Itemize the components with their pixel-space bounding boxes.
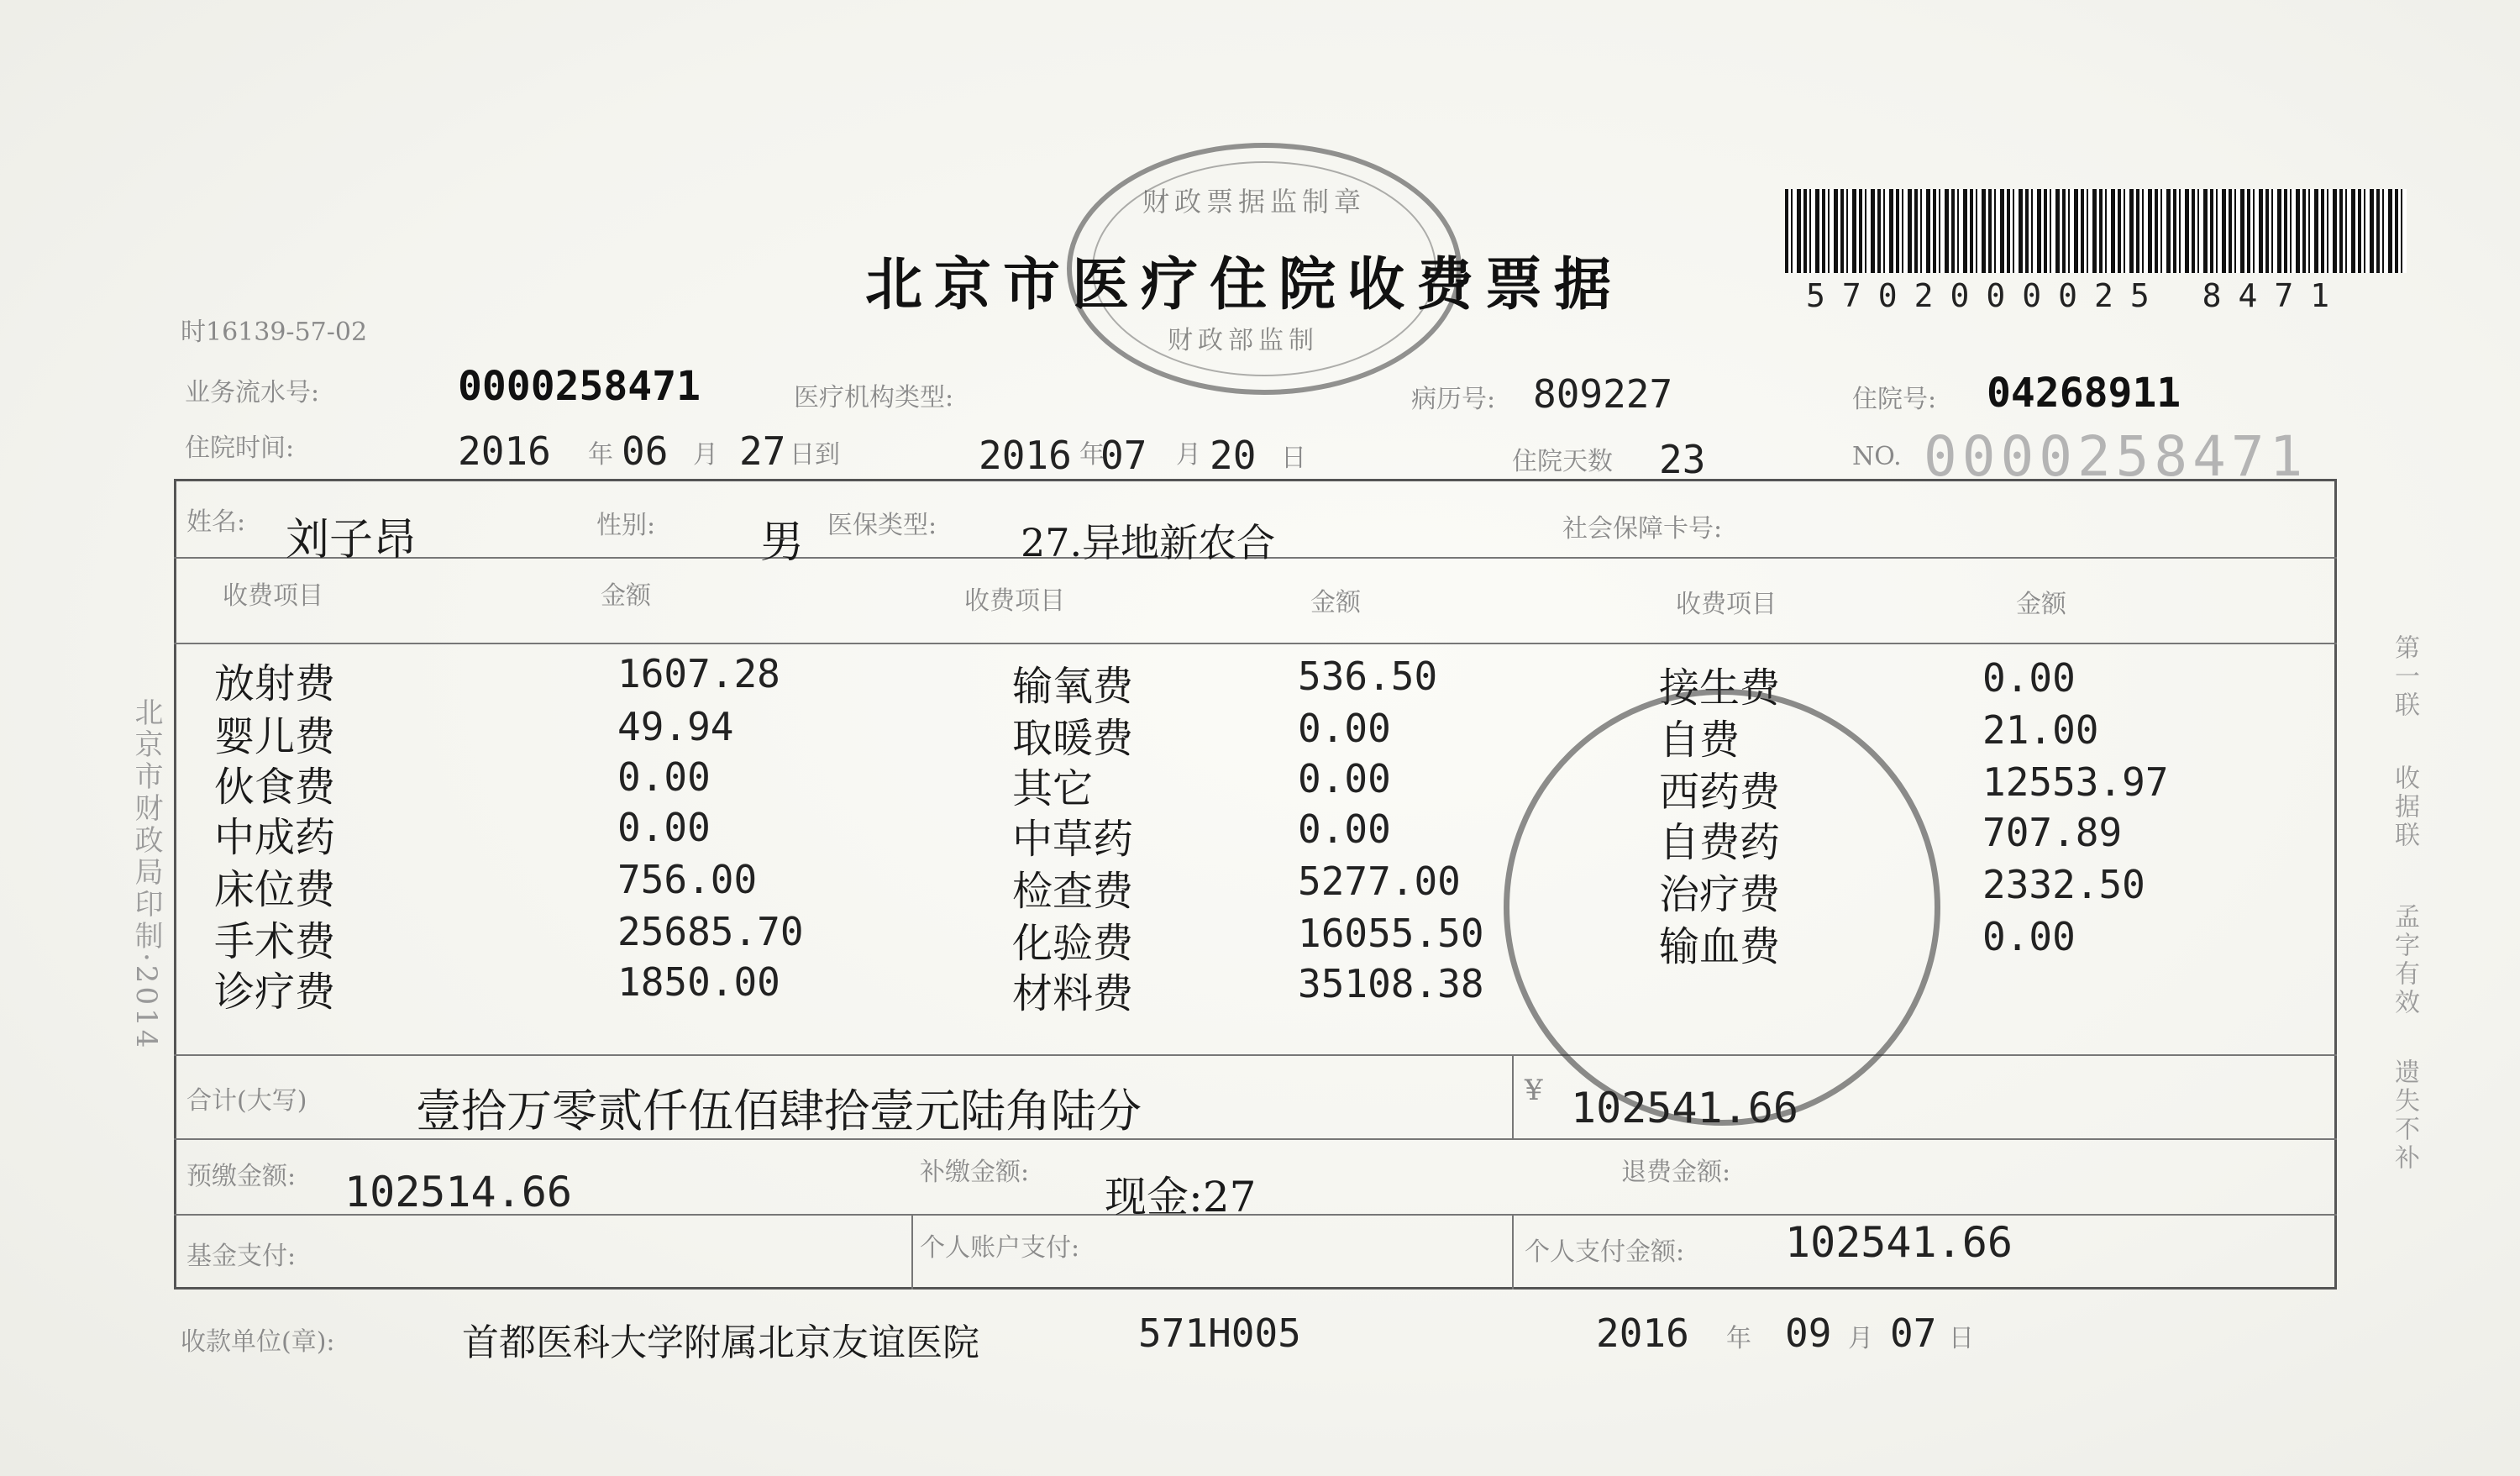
issue-year: 2016	[1596, 1311, 1689, 1356]
charge-amount: 1850.00	[617, 959, 780, 1005]
charge-amount: 25685.70	[617, 909, 804, 954]
payee-value: 首都医科大学附属北京友谊医院	[462, 1321, 979, 1364]
insurance-label: 医保类型:	[827, 511, 937, 540]
form-code: 时16139-57-02	[181, 318, 368, 347]
charge-item: 西药费	[1659, 769, 1781, 816]
stay-to-day: 20	[1210, 433, 1257, 478]
col-header-amount-3: 金额	[2016, 590, 2066, 619]
insurance-value: 27.异地新农合	[1021, 520, 1276, 565]
row-divider	[174, 643, 2337, 644]
charge-amount: 12553.97	[1982, 759, 2169, 805]
printer-vertical-text: 北京市财政局印制·2014	[129, 697, 163, 1052]
barcode	[1785, 189, 2407, 273]
charge-amount: 0.00	[617, 805, 711, 850]
charge-item: 床位费	[214, 866, 336, 913]
self-pay-label: 个人支付金额:	[1525, 1237, 1685, 1267]
yen-sign: ¥	[1525, 1074, 1543, 1107]
no-label: NO.	[1852, 442, 1902, 471]
serial-value: 0000258471	[458, 363, 701, 410]
admission-no-label: 住院号:	[1852, 385, 1937, 414]
issue-month-char: 月	[1848, 1324, 1873, 1353]
charge-item: 材料费	[1012, 970, 1134, 1017]
charge-item: 化验费	[1012, 920, 1134, 967]
charge-item: 输氧费	[1012, 663, 1134, 710]
col-divider	[1512, 1054, 1514, 1138]
sex-value: 男	[760, 517, 805, 568]
social-security-label: 社会保障卡号:	[1562, 514, 1723, 544]
charge-amount: 21.00	[1982, 707, 2099, 753]
charge-amount: 0.00	[1298, 706, 1391, 751]
charge-item: 其它	[1012, 765, 1094, 812]
serial-label: 业务流水号:	[185, 378, 320, 407]
days-value: 23	[1659, 437, 1706, 482]
supplement-value: 现金:27	[1105, 1173, 1257, 1221]
no-value: 0000258471	[1924, 424, 2308, 489]
sex-label: 性别:	[596, 511, 656, 540]
col-header-item-1: 收费项目	[223, 581, 323, 611]
prepay-label: 预缴金额:	[186, 1162, 297, 1191]
payee-label: 收款单位(章):	[181, 1327, 335, 1357]
days-label: 住院天数	[1512, 447, 1613, 476]
name-value: 刘子昂	[286, 515, 417, 565]
charge-amount: 536.50	[1298, 654, 1438, 699]
charge-item: 伙食费	[214, 764, 336, 811]
col-header-amount-1: 金额	[601, 581, 651, 611]
total-value: 102541.66	[1571, 1084, 1798, 1132]
copy-label-vertical-2: 收据联	[2390, 764, 2419, 850]
refund-label: 退费金额:	[1621, 1158, 1731, 1187]
total-label: 合计(大写)	[186, 1086, 307, 1116]
charge-amount: 16055.50	[1298, 911, 1484, 956]
charge-item: 中草药	[1012, 816, 1134, 863]
col-divider	[1512, 1214, 1514, 1290]
account-label: 个人账户支付:	[920, 1233, 1080, 1263]
charge-item: 检查费	[1012, 868, 1134, 915]
charge-amount: 0.00	[1298, 806, 1391, 852]
charge-amount: 0.00	[617, 754, 711, 800]
stay-from-day: 27	[739, 428, 786, 474]
issue-day: 07	[1890, 1311, 1937, 1356]
charge-item: 取暖费	[1012, 715, 1134, 762]
stamp-top-text: 财政票据监制章	[1142, 186, 1367, 218]
charge-item: 放射费	[214, 660, 336, 707]
charge-amount: 35108.38	[1298, 961, 1484, 1006]
day-to: 日到	[790, 440, 840, 470]
issue-day-char: 日	[1949, 1324, 1974, 1353]
prepay-value: 102514.66	[344, 1168, 572, 1216]
charge-amount: 756.00	[617, 857, 758, 902]
charge-amount: 0.00	[1982, 914, 2076, 959]
row-divider	[174, 1054, 2337, 1056]
charge-amount: 5277.00	[1298, 859, 1461, 904]
charge-item: 输血费	[1659, 923, 1781, 970]
charge-amount: 0.00	[1298, 756, 1391, 801]
name-label: 姓名:	[186, 507, 246, 537]
month-char-1: 月	[693, 440, 718, 470]
stay-to-month: 07	[1100, 433, 1147, 478]
payee-code: 571H005	[1138, 1311, 1301, 1356]
charge-amount: 49.94	[617, 704, 734, 749]
stay-label: 住院时间:	[185, 433, 295, 463]
issue-month: 09	[1785, 1311, 1832, 1356]
charge-item: 接生费	[1659, 664, 1781, 712]
col-header-amount-2: 金额	[1310, 588, 1361, 617]
col-header-item-2: 收费项目	[964, 586, 1065, 616]
charge-item: 自费	[1659, 717, 1740, 764]
total-words: 壹拾万零贰仟伍佰肆拾壹元陆角陆分	[416, 1085, 1142, 1137]
supplement-label: 补缴金额:	[920, 1158, 1030, 1187]
stay-from-month: 06	[622, 428, 669, 474]
barcode-number: 5702000025 8471	[1806, 277, 2347, 314]
stamp-bottom-text: 财政部监制	[1168, 326, 1319, 355]
charge-item: 手术费	[214, 918, 336, 965]
copy-label-vertical-4: 遗失不补	[2390, 1058, 2419, 1173]
month-char-2: 月	[1176, 440, 1201, 470]
record-value: 809227	[1533, 371, 1673, 417]
charge-item: 治疗费	[1659, 871, 1781, 918]
admission-no-value: 04268911	[1987, 370, 2181, 417]
hospital-stamp	[1504, 689, 1940, 1126]
fund-label: 基金支付:	[186, 1242, 297, 1271]
stay-to-year: 2016	[979, 433, 1072, 478]
charge-item: 中成药	[214, 814, 336, 861]
charge-item: 婴儿费	[214, 713, 336, 760]
self-pay-value: 102541.66	[1785, 1218, 2013, 1267]
stay-from-year: 2016	[458, 428, 551, 474]
institution-type-label: 医疗机构类型:	[794, 383, 954, 412]
charge-amount: 2332.50	[1982, 862, 2145, 907]
col-header-item-3: 收费项目	[1676, 590, 1777, 619]
charge-amount: 1607.28	[617, 651, 780, 696]
receipt-title: 北京市医疗住院收费票据	[865, 251, 1624, 318]
issue-year-char: 年	[1726, 1324, 1751, 1353]
record-label: 病历号:	[1411, 385, 1496, 414]
copy-label-vertical-3: 孟字有效	[2390, 903, 2419, 1017]
year-char-2: 年	[1079, 440, 1105, 470]
col-divider	[911, 1214, 913, 1290]
charge-amount: 707.89	[1982, 810, 2123, 855]
charge-amount: 0.00	[1982, 655, 2076, 701]
year-char-1: 年	[588, 440, 613, 470]
day-char: 日	[1281, 444, 1306, 473]
charge-item: 自费药	[1659, 819, 1781, 866]
charge-item: 诊疗费	[214, 969, 336, 1016]
copy-label-vertical-1: 第一联	[2390, 634, 2419, 720]
